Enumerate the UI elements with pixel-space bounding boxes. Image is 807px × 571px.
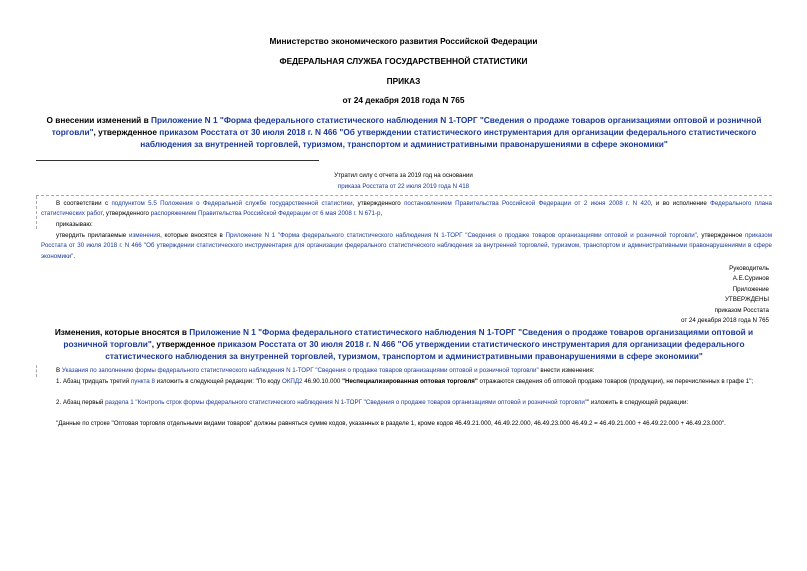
preamble-link-federal-plan[interactable]: Федерального плана статистических работ xyxy=(41,200,772,218)
appendix-approved: УТВЕРЖДЕНЫ xyxy=(725,296,769,304)
approve-paragraph: утвердить прилагаемые изменения, которые вносятся в Приложение N 1 "Форма федерального статистического наблюдения N 1-ТОРГ "Сведения о продаже товаров организациями оптовой и розничной торговли", утвержденное приказом Росстата от 30 июля 2018 г. N 466 "Об утверждении статистического инструментария для организации федерального статистического наблюдения за внутренней торговлей, туризмом, транспортом и административными правонарушениями в сфере экономики". xyxy=(41,232,772,260)
changes-title-link-appendix[interactable]: Приложение N 1 "Форма федерального статистического наблюдения N 1-ТОРГ "Сведения о продаже товаров организациями оптовой и розничной торговли" xyxy=(63,327,754,350)
signer-role: Руководитель xyxy=(729,265,769,272)
item-1-link-okpd2[interactable]: ОКПД2 xyxy=(282,378,303,385)
item-1-paragraph: 1. Абзац тридцать третий пункта 8 изложить в следующей редакции: "По коду ОКПД2 46.90.10.000 "Неспециализированная оптовая торговля" отражаются сведения об оптовой продаже товаров (продукции), не перечисленных в графе 1"; xyxy=(56,378,754,385)
appendix-header xyxy=(681,285,769,326)
item-2-link-section-1[interactable]: раздела 1 "Контроль строк формы федерального статистического наблюдения N 1-ТОРГ "Сведения о продаже товаров организациями оптовой и розничной торговли" xyxy=(105,399,587,406)
appendix-by: приказом Росстата xyxy=(714,306,769,314)
approve-link-order-466[interactable]: приказом Росстата от 30 июля 2018 г. N 466 "Об утверждении статистического инструментария для организации федерального статистического наблюдения за внутренней торговлей, туризмом, транспортом и административными правонарушениями в сфере экономики" xyxy=(41,232,772,260)
item-1-link-point-8[interactable]: пункта 8 xyxy=(130,378,155,385)
validity-note: Утратил силу с отчета за 2019 год на основании приказа Росстата от 22 июля 2019 года N 418 xyxy=(334,172,473,190)
title-separator xyxy=(36,160,319,161)
changes-title-link-order-466[interactable]: приказом Росстата от 30 июля 2018 г. N 466 "Об утверждении статистического инструментария для организации федерального статистического наблюдения за внутренней торговлей, туризмом, транспортом и административными правонарушениями в сфере экономики" xyxy=(105,339,745,362)
dashed-side-marker xyxy=(36,365,37,377)
agency-name: ФЕДЕРАЛЬНАЯ СЛУЖБА ГОСУДАРСТВЕННОЙ СТАТИСТИКИ xyxy=(279,56,528,66)
approve-link-changes[interactable]: изменения xyxy=(128,232,161,239)
doc-title: О внесении изменений в Приложение N 1 "Форма федерального статистического наблюдения N 1-ТОРГ "Сведения о продаже товаров организациями оптовой и розничной торговли", утвержденное приказом Росстата от 30 июля 2018 г. N 466 "Об утверждении статистического инструментария для организации федерального статистического наблюдения за внутренней торговлей, туризмом, транспортом и административными правонарушениями в сфере экономики" xyxy=(46,115,762,150)
changes-title: Изменения, которые вносятся в Приложение N 1 "Форма федерального статистического наблюдения N 1-ТОРГ "Сведения о продаже товаров организациями оптовой и розничной торговли", утвержденное приказом Росстата от 30 июля 2018 г. N 466 "Об утверждении статистического инструментария для организации федерального статистического наблюдения за внутренней торговлей, туризмом, транспортом и административными правонарушениями в сфере экономики" xyxy=(54,327,754,362)
dashed-side-marker xyxy=(36,196,37,229)
signer-name: А.Е.Суринов xyxy=(732,275,769,283)
preamble-link-decree-420[interactable]: постановлением Правительства Российской Федерации от 2 июня 2008 г. N 420 xyxy=(404,200,651,207)
preamble-link-regulation[interactable]: подпунктом 5.5 Положения о Федеральной службе государственной статистики xyxy=(111,200,353,207)
ministry-name: Министерство экономического развития Российской Федерации xyxy=(269,36,538,46)
doc-type: ПРИКАЗ xyxy=(386,76,421,86)
doc-date: от 24 декабря 2018 года N 765 xyxy=(342,95,465,105)
title-link-order-466[interactable]: приказом Росстата от 30 июля 2018 г. N 466 "Об утверждении статистического инструментария для организации федерального статистического наблюдения за внутренней торговлей, туризмом, транспортом и административными правонарушениями в сфере экономики" xyxy=(140,127,757,150)
ordering-word: приказываю: xyxy=(56,221,93,228)
preamble-paragraph: В соответствии с подпунктом 5.5 Положения о Федеральной службе государственной статистики, утвержденного постановлением Правительства Российской Федерации от 2 июня 2008 г. N 420, и во исполнение Федерального плана статистических работ, утвержденного распоряжением Правительства Российской Федерации от 6 мая 2008 г. N 671-р, xyxy=(41,200,772,218)
item-2-paragraph: 2. Абзац первый раздела 1 "Контроль строк формы федерального статистического наблюдения N 1-ТОРГ "Сведения о продаже товаров организациями оптовой и розничной торговли"" изложить в следующей редакции: xyxy=(56,399,689,406)
preamble-link-order-671[interactable]: распоряжением Правительства Российской Федерации от 6 мая 2008 г. N 671-р xyxy=(150,210,381,218)
title-link-appendix[interactable]: Приложение N 1 "Форма федерального статистического наблюдения N 1-ТОРГ "Сведения о продаже товаров организациями оптовой и розничной торговли" xyxy=(51,115,762,138)
signature-block xyxy=(729,264,769,285)
approve-link-appendix[interactable]: Приложение N 1 "Форма федерального статистического наблюдения N 1-ТОРГ "Сведения о продаже товаров организациями оптовой и розничной торговли" xyxy=(225,232,697,239)
intro-paragraph: В Указания по заполнению формы федерального статистического наблюдения N 1-ТОРГ "Сведения о продаже товаров организациями оптовой и розничной торговли" внести изменения: xyxy=(56,367,595,374)
appendix-label: Приложение xyxy=(732,286,769,293)
intro-link-instructions[interactable]: Указания по заполнению формы федерального статистического наблюдения N 1-ТОРГ "Сведения о продаже товаров организациями оптовой и розничной торговли" xyxy=(61,367,539,374)
quote-paragraph: "Данные по строке "Оптовая торговля отдельными видами товаров" должны равняться сумме кодов, указанных в разделе 1, кроме кодов 46.49.21.000, 46.49.22.000, 46.49.23.000 46.49.2 = 46.49.21.000 + 46.49.22.000 + 46.49.23.000". xyxy=(56,420,726,427)
validity-link[interactable]: приказа Росстата от 22 июля 2019 года N 418 xyxy=(337,183,470,190)
dashed-divider xyxy=(36,195,772,196)
appendix-date: от 24 декабря 2018 года N 765 xyxy=(681,316,769,324)
